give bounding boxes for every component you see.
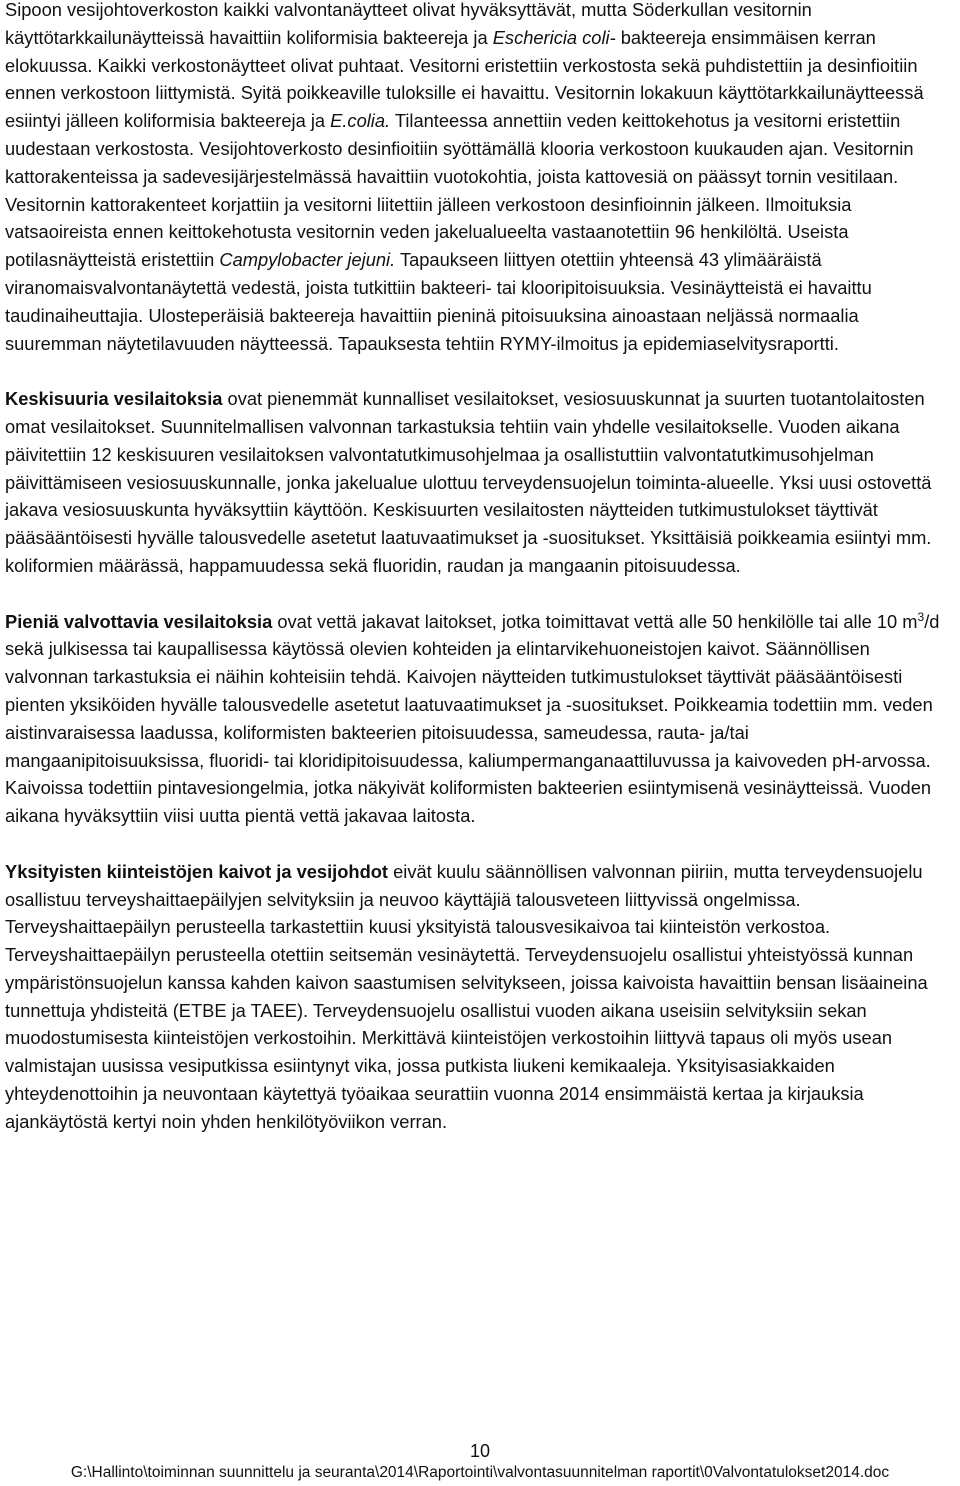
- superscript: 3: [917, 609, 925, 624]
- paragraph-text: Tilanteessa annettiin veden keittokehotus ja vesitorni eristettiin uudestaan verkostosta. Vesijohtoverkosto desinfioitiin syöttämällä klooria verkostoon kuukauden ajan. Vesitornin kattorakenteissa ja sadevesijärjestelmässä havaittiin vuotokohtia, joista kattovesiä on päässyt tornin vesitilaan. Vesitornin kattorakenteet korjattiin ja vesitorni liitettiin jälleen verkostoon desinfioinnin jälkeen. Ilmoituksia vatsaoireista ennen keittokehotusta vesitornin veden jakelualueelta vastaanotettiin 96 henkilöltä. Useista potilasnäytteistä eristettiin: [5, 110, 914, 271]
- document-body: [5, 0, 952, 1136]
- paragraph-medium-waterworks: [5, 385, 952, 580]
- page-number: 10: [469, 1441, 491, 1461]
- paragraph-small-waterworks: [5, 608, 952, 830]
- paragraph-text: ovat pienemmät kunnalliset vesilaitokset, vesiosuuskunnat ja suurten tuotantolaitosten omat vesilaitokset. Suunnitelmallisen valvonnan tarkastuksia tehtiin vain yhdelle vesilaitokselle. Vuoden aikana päivitettiin 12 keskisuuren vesilaitoksen valvontatutkimusohjelmaa ja osallistuttiin valvontatutkimusohjelman päivittämiseen vesiosuuskunnalle, jonka jakelualue ulottuu terveydensuojelun toiminta-alueelle. Yksi uusi ostovettä jakava vesiosuuskunta hyväksyttiin käyttöön. Keskisuurten vesilaitosten näytteiden tutkimustulokset täyttivät pääsääntöisesti hyvälle talousvedelle asetetut laatuvaatimukset ja -suositukset. Yksittäisiä poikkeamia esiintyi mm. koliformien määrässä, happamuudessa sekä fluoridin, raudan ja mangaanin pitoisuudessa.: [5, 388, 932, 576]
- italic-term: E.colia.: [330, 110, 391, 132]
- paragraph-text: Tapaukseen liittyen otettiin yhteensä 43 ylimääräistä viranomaisvalvontanäytettä vedestä, joista tutkittiin bakteeri- tai klooripitoisuuksia. Vesinäytteistä ei havaittu taudinaiheuttajia. Ulosteperäisiä bakteereja havaittiin pieninä pitoisuuksina ainoastaan neljässä normaalia suuremman näytetilavuuden näytteessä. Tapauksesta tehtiin RYMY-ilmoitus ja epidemiaselvitysraportti.: [5, 249, 872, 354]
- italic-term: Eschericia coli-: [492, 26, 616, 48]
- paragraph-heading: Keskisuuria vesilaitoksia: [5, 388, 223, 410]
- paragraph-text: /d sekä julkisessa tai kaupallisessa käytössä olevien kohteiden ja elintarvikehuoneistojen kaivot. Säännöllisen valvonnan tarkastuksia ei näihin kohteisiin tehdä. Kaivojen näytteiden tutkimustulokset täyttivät pääsääntöisesti pienten yksiköiden hyvälle talousvedelle asetetut laatuvaatimukset ja -suositukset. Poikkeamia todettiin mm. veden aistinvaraisessa laadussa, koliformisten bakteerien pitoisuudessa, sameudessa, rauta- ja/tai mangaanipitoisuuksissa, fluoridi- tai kloridipitoisuudessa, kaliumpermanganaattiluvussa ja kaivoveden pH-arvossa. Kaivoissa todettiin pintavesiongelmia, jotka näkyivät koliformisten bakteerien esiintymisenä vesinäytteissä. Vuoden aikana hyväksyttiin viisi uutta pientä vettä jakavaa laitosta.: [5, 610, 940, 827]
- paragraph-heading: Pieniä valvottavia vesilaitoksia: [5, 610, 273, 632]
- paragraph-private-wells: [5, 858, 952, 1136]
- paragraph-text: Sipoon vesijohtoverkoston kaikki valvontanäytteet olivat hyväksyttävät, mutta Söderkullan vesitornin käyttötarkkailunäytteissä havaittiin koliformisia bakteereja ja: [5, 0, 812, 48]
- paragraph-text: ovat vettä jakavat laitokset, jotka toimittavat vettä alle 50 henkilölle tai alle 10 m: [272, 610, 918, 632]
- footer-file-path: G:\Hallinto\toiminnan suunnittelu ja seuranta\2014\Raportointi\valvontasuunnitelman raportit\0Valvontatulokset2014.doc: [70, 1464, 890, 1481]
- paragraph-heading: Yksityisten kiinteistöjen kaivot ja vesijohdot: [5, 860, 389, 882]
- italic-term: Campylobacter jejuni.: [219, 249, 396, 271]
- paragraph-water-tower: [5, 0, 952, 357]
- paragraph-text: eivät kuulu säännöllisen valvonnan piiriin, mutta terveydensuojelu osallistuu terveyshaittaepäilyjen selvityksiin ja neuvoo käyttäjiä talousveteen liittyvissä ongelmissa. Terveyshaittaepäilyn perusteella tarkastettiin kuusi yksityistä talousvesikaivoa tai kiinteistön verkostoa. Terveyshaittaepäilyn perusteella otettiin seitsemän vesinäytettä. Terveydensuojelu osallistui yhteistyössä kunnan ympäristönsuojelun kanssa kahden kaivon saastumisen selvitykseen, joissa kaivoista havaittiin bensan lisäaineina tunnettuja yhdisteitä (ETBE ja TAEE). Terveydensuojelu osallistui vuoden aikana useisiin selvityksiin sekan muodostumisesta kiinteistöjen verkostoihin. Merkittävä kiinteistöjen verkostoihin liittyvä tapaus oli myös usean valmistajan uusissa vesiputkissa esiintynyt vika, jossa putkista liukeni kemikaaleja. Yksityisasiakkaiden yhteydenottoihin ja neuvontaan käytettyä työaikaa seurattiin vuonna 2014 ensimmäistä kertaa ja kirjauksia ajankäytöstä kertyi noin yhden henkilötyöviikon verran.: [5, 860, 928, 1132]
- paragraph-text: bakteereja ensimmäisen kerran elokuussa. Kaikki verkostonäytteet olivat puhtaat. Vesitorni eristettiin verkostosta sekä puhdistettiin ja desinfioitiin ennen verkostoon liittymistä. Syitä poikkeaville tuloksille ei havaittu. Vesitornin lokakuun käyttötarkkailunäytteessä esiintyi jälleen koliformisia bakteereja ja: [5, 26, 924, 132]
